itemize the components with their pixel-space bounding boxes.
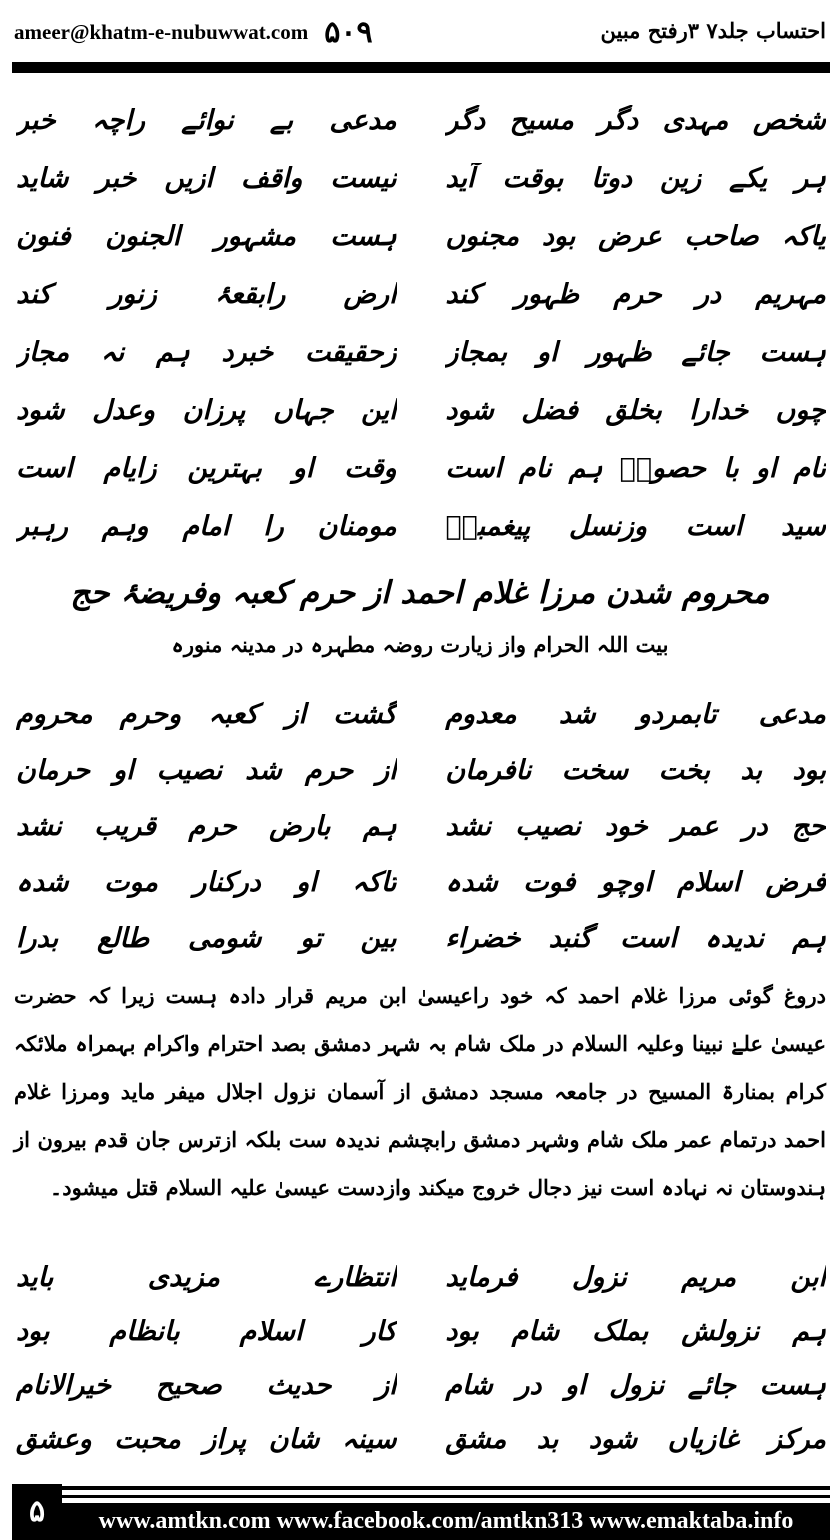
hemistich: این جہاں پرزان وعدل شود [16, 394, 397, 426]
hemistich: سینہ شان پراز محبت وعشق [16, 1423, 397, 1455]
header-email: ameer@khatm-e-nubuwwat.com [14, 19, 309, 44]
hemistich: مدعی تابمردو شد معدوم [445, 698, 826, 730]
hemistich: از حدیث صحیح خیرالانام [16, 1369, 397, 1401]
verse-line [16, 1412, 826, 1466]
verses-section-1 [16, 91, 826, 555]
verse-line [16, 742, 826, 798]
section-heading: محروم شدن مرزا غلام احمد از حرم کعبہ وفریضۂ حج [70, 575, 770, 611]
hemistich: ہر یکے زین دوتا بوقت آید [445, 162, 826, 194]
hemistich: کار اسلام بانظام بود [16, 1315, 397, 1347]
verse-line [16, 265, 826, 323]
hemistich: بین تو شومی طالع بدرا [16, 922, 397, 954]
hemistich: مہریم در حرم ظہور کند [445, 278, 826, 310]
prose-paragraph: دروغ گوئی مرزا غلام احمد کہ خود راعیسیٰ ابن مریم قرار دادہ ہست زیرا کہ حضرت عیسیٰ علےٰ نبینا وعلیہ السلام در ملک شام بہ شہر دمشق بصد احترام واکرام بہمراہ ملائکہ کرام بمنارۃ المسیح در جامعہ مسجد دمشق از آسمان نزول اجلال میفر ماید ومرزا غلام احمد درتمام عمر ملک شام وشہر دمشق رابچشم ندیدہ ست بلکہ ازترس جان قدم بیرون از ہندوستان نہ نہادہ است نیز دجال خروج میکند وازدست عیسیٰ علیہ السلام قتل میشود۔ [14, 983, 826, 1200]
verse-line [16, 798, 826, 854]
section-subheading: بیت اللہ الحرام واز زیارت روضہ مطہرہ در مدینہ منورہ [171, 632, 669, 657]
hemistich: چوں خدارا بخلق فضل شود [445, 394, 826, 426]
verse-line [16, 381, 826, 439]
hemistich: حج در عمر خود نصیب نشد [445, 810, 826, 842]
verse-line [16, 854, 826, 910]
verse-line [16, 323, 826, 381]
verses-section-3 [16, 1250, 826, 1466]
hemistich: مرکز غازیاں شود بد مشق [445, 1423, 826, 1455]
footer-rule [62, 1495, 830, 1498]
hemistich: ہم ندیدہ است گنبد خضراء [445, 922, 826, 954]
hemistich: فرض اسلام اوچو فوت شدہ [445, 866, 826, 898]
footer-links: www.amtkn.com www.facebook.com/amtkn313 www.emaktaba.info [62, 1503, 830, 1540]
hemistich: زحقیقت خبرد ہم نہ مجاز [16, 336, 397, 368]
hemistich: ارض رابقعۂ زنور کند [16, 278, 397, 310]
verse-line [16, 207, 826, 265]
hemistich: مومنان را امام وہم رہبر [16, 510, 397, 542]
verse-line [16, 1250, 826, 1304]
header-left [14, 10, 373, 54]
verse-line [16, 149, 826, 207]
page-header [14, 10, 826, 54]
hemistich: یاکہ صاحب عرض بود مجنوں [445, 220, 826, 252]
verse-line [16, 1358, 826, 1412]
hemistich: از حرم شد نصیب او حرمان [16, 754, 397, 786]
verse-line [16, 91, 826, 149]
hemistich: مدعی بے نوائے راچہ خبر [16, 104, 397, 136]
hemistich: وقت او بہترین زایام است [16, 452, 397, 484]
hemistich: ہست مشہور الجنون فنون [16, 220, 397, 252]
hemistich: گشت از کعبہ وحرم محروم [16, 698, 397, 730]
header-rule [12, 62, 830, 73]
book-title: احتساب جلد۷ ۳رفتح مبین [600, 18, 826, 43]
hemistich: انتظارے مزیدی باید [16, 1261, 397, 1293]
hemistich: بود بد بخت سخت نافرمان [445, 754, 826, 786]
hemistich: ہم نزولش بملک شام بود [445, 1315, 826, 1347]
hemistich: سید است وزنسل پیغمبرؐ [445, 510, 826, 542]
verses-section-2 [16, 686, 826, 966]
hemistich: ہم بارض حرم قریب نشد [16, 810, 397, 842]
page-number: ۵۰۹ [324, 14, 373, 50]
hemistich: نیست واقف ازیں خبر شاید [16, 162, 397, 194]
verse-line [16, 497, 826, 555]
hemistich: تاکہ او درکنار موت شدہ [16, 866, 397, 898]
footer-number: ۵ [12, 1484, 62, 1540]
hemistich: ہست جائے نزول او در شام [445, 1369, 826, 1401]
footer-rule [62, 1486, 830, 1490]
hemistich: ہست جائے ظہور او بمجاز [445, 336, 826, 368]
verse-line [16, 1304, 826, 1358]
hemistich: ابن مریم نزول فرماید [445, 1261, 826, 1293]
verse-line [16, 439, 826, 497]
verse-line [16, 686, 826, 742]
hemistich: نام او با حصورؑ ہم نام است [445, 452, 826, 484]
hemistich: شخص مہدی دگر مسیح دگر [445, 104, 826, 136]
verse-line [16, 910, 826, 966]
